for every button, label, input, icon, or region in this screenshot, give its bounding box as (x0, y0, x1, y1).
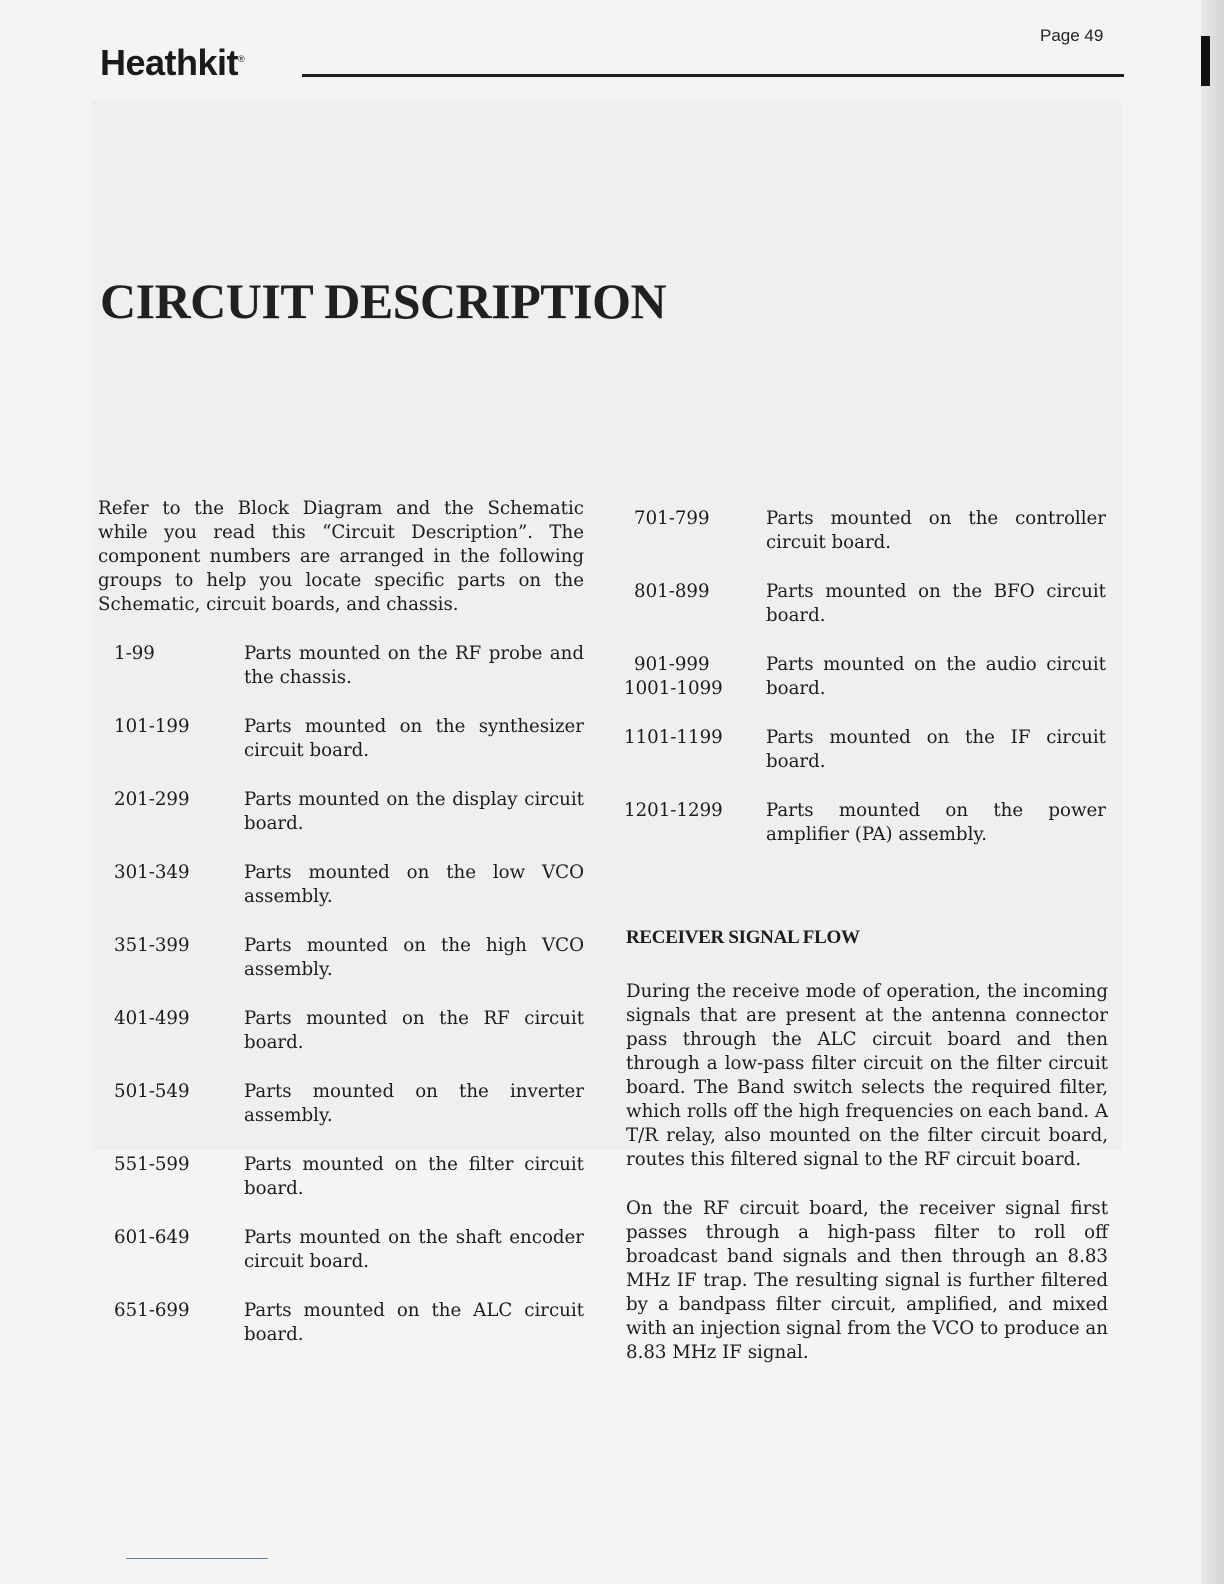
intro-paragraph: Refer to the Block Diagram and the Schematic while you read this “Circuit Description”. The component numbers are arranged in the following groups to help you locate specific parts on the Schematic, circuit boards, and chassis. (98, 498, 584, 615)
part-description: Parts mounted on the synthesizer circuit board. (244, 716, 584, 761)
part-range: 601-649 (114, 1227, 190, 1248)
part-description: Parts mounted on the power amplifier (PA) assembly. (766, 800, 1106, 845)
part-groups-left (98, 642, 588, 1372)
part-group-row (98, 861, 588, 909)
part-description: Parts mounted on the low VCO assembly. (244, 862, 584, 907)
part-range-pair (624, 653, 766, 701)
part-description: Parts mounted on the high VCO assembly. (244, 935, 584, 980)
part-range: 551-599 (114, 1154, 190, 1175)
binding-mark (1201, 36, 1210, 86)
part-group-row (98, 1226, 588, 1274)
brand-logo: Heathkit® (100, 42, 245, 83)
part-range: 1201-1299 (624, 800, 723, 821)
part-group-row (624, 726, 1108, 774)
part-group-row (98, 934, 588, 982)
part-group-row (624, 653, 1108, 701)
part-range: 351-399 (114, 935, 190, 956)
part-range: 701-799 (634, 508, 710, 529)
part-group-row (98, 715, 588, 763)
part-range: 1101-1199 (624, 727, 723, 748)
page-number: Page 49 (1040, 26, 1104, 45)
part-range: 651-699 (114, 1300, 190, 1321)
part-range: 801-899 (634, 581, 710, 602)
part-description: Parts mounted on the inverter assembly. (244, 1081, 584, 1126)
part-range: 901-999 (634, 654, 710, 675)
part-group-row (98, 788, 588, 836)
body-paragraph: On the RF circuit board, the receiver signal first passes through a high-pass filter to roll off broadcast band signals and then through an 8.83 MHz IF trap. The resulting signal is further filtered by a bandpass filter circuit, amplified, and mixed with an injection signal from the VCO to produce an 8.83 MHz IF signal. (626, 1198, 1108, 1363)
part-group-row (98, 1080, 588, 1128)
header-rule (302, 74, 1124, 77)
part-range: 501-549 (114, 1081, 190, 1102)
part-group-row (624, 799, 1108, 847)
part-range: 301-349 (114, 862, 190, 883)
part-description: Parts mounted on the IF circuit board. (766, 727, 1106, 772)
part-range: 1001-1099 (624, 678, 723, 699)
page-edge (1201, 0, 1224, 1584)
part-groups-right (624, 507, 1108, 872)
body-paragraph: During the receive mode of operation, the incoming signals that are present at the antenna connector pass through the ALC circuit board and then through a low-pass filter circuit on the filter circuit board. The Band switch selects the required filter, which rolls off the high frequencies on each band. A T/R relay, also mounted on the filter circuit board, routes this filtered signal to the RF circuit board. (626, 981, 1108, 1170)
part-description: Parts mounted on the ALC circuit board. (244, 1300, 584, 1345)
part-range: 401-499 (114, 1008, 190, 1029)
section-heading: RECEIVER SIGNAL FLOW (626, 927, 860, 948)
part-description: Parts mounted on the controller circuit board. (766, 508, 1106, 553)
part-range: 101-199 (114, 716, 190, 737)
part-group-row (98, 1153, 588, 1201)
footer-rule (126, 1558, 268, 1559)
page-title: CIRCUIT DESCRIPTION (100, 273, 667, 329)
part-description: Parts mounted on the BFO circuit board. (766, 581, 1106, 626)
part-range: 1-99 (114, 643, 155, 664)
part-group-row (98, 1007, 588, 1055)
part-description: Parts mounted on the filter circuit board. (244, 1154, 584, 1199)
part-description: Parts mounted on the display circuit board. (244, 789, 584, 834)
part-group-row (98, 642, 588, 690)
part-group-row (624, 580, 1108, 628)
part-description: Parts mounted on the audio circuit board. (766, 654, 1106, 699)
part-description: Parts mounted on the RF probe and the chassis. (244, 643, 584, 688)
part-description: Parts mounted on the shaft encoder circuit board. (244, 1227, 584, 1272)
part-group-row (624, 507, 1108, 555)
part-group-row (98, 1299, 588, 1347)
part-range: 201-299 (114, 789, 190, 810)
part-description: Parts mounted on the RF circuit board. (244, 1008, 584, 1053)
